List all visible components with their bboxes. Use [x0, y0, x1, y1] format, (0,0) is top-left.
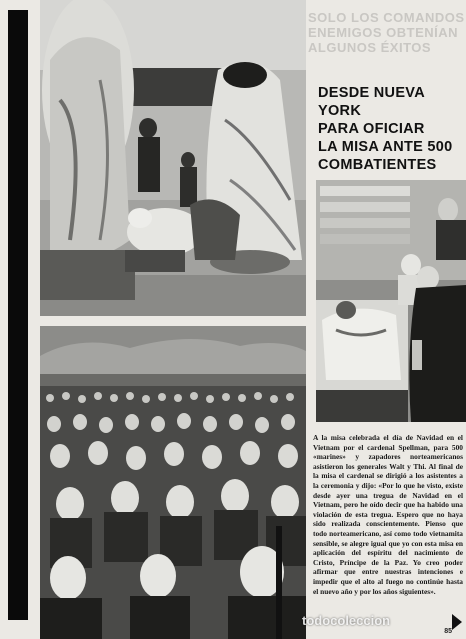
page-number: 85	[444, 628, 452, 635]
watermark: todocoleccion	[302, 613, 391, 628]
headline-line-2: PARA OFICIAR	[318, 121, 425, 137]
article-body: A la misa celebrada el día de Navidad en el Vietnam por el cardenal Spellman, para 500 «marines» y zapadores norteamericanos asistieron los generales Walt y Thi. Al final de la misa el cardenal se dirigió a los asistentes a la ceremonia y dijo: «Por lo que he visto, existe desde ayer una tregua de Navidad en el Vietnam, pero he oído decir que ha habido una violación de esta tregua. Espero que no haya sido realizada conscientemente. Pienso que todo norteamericano, así como todo vietnamita sensible, se alegre igual que yo con esta misa en aplicación del espíritu del nacimiento de Cristo, Príncipe de la Paz. Yo creo poder afirmar que entre nuestras intenciones e impedir que el alto al fuego no continúe hasta el nuevo año y por los años siguientes».	[313, 433, 463, 596]
bleed-through-text: SOLO LOS COMANDOS ENEMIGOS OBTENÍAN ALGUNOS ÉXITOS	[308, 10, 465, 55]
page-edge-bar	[8, 10, 28, 620]
hospital-photo	[316, 180, 466, 422]
article-headline	[318, 84, 466, 174]
headline-line-4: COMBATIENTES	[318, 157, 437, 173]
headline-line-1: DESDE NUEVA YORK	[318, 85, 425, 119]
marines-crowd-photo	[40, 326, 306, 639]
continue-arrow-icon	[452, 614, 462, 630]
nativity-photo	[40, 0, 306, 316]
headline-line-3: LA MISA ANTE 500	[318, 139, 453, 155]
